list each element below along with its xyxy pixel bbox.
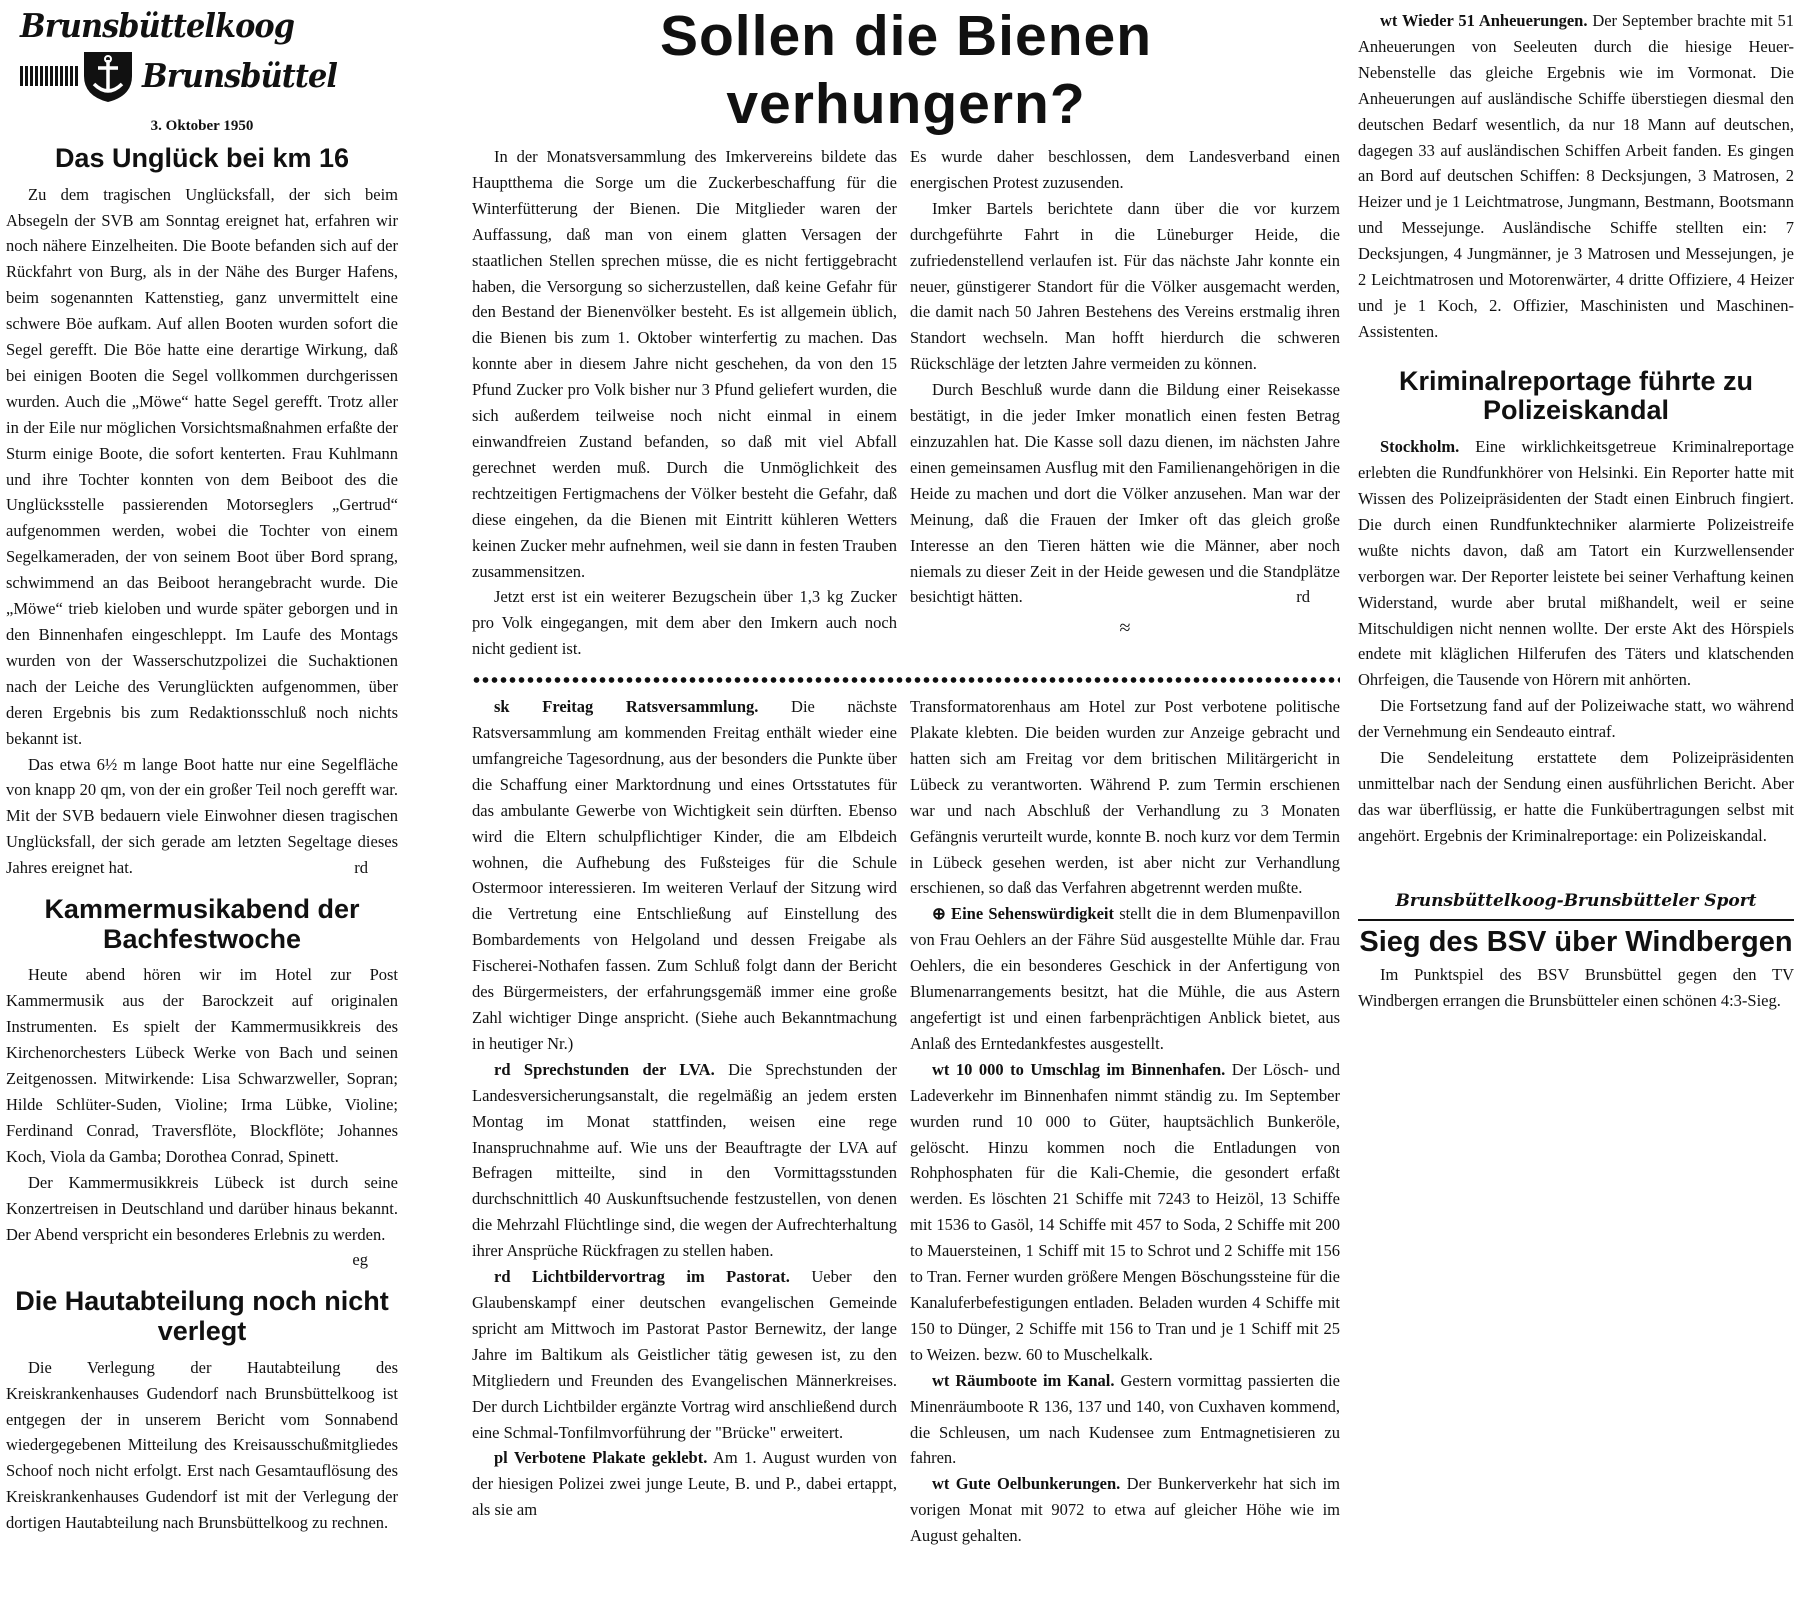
paragraph	[1358, 8, 1794, 345]
article-sport	[1358, 962, 1794, 1014]
diamond-divider	[472, 676, 1340, 684]
author-initials: eg	[352, 1250, 368, 1270]
paragraph	[910, 694, 1340, 901]
article-chamber-music	[6, 962, 398, 1273]
paragraph	[910, 1057, 1340, 1368]
sport-section	[1358, 889, 1794, 1015]
paragraph-text: Das etwa 6½ m lange Boot hatte nur eine Segelfläche von knapp 20 qm, von der ein großer Teil noch gerefft war. Mit der SVB bedauern viele Einwohner diesen tragischen Unglücksfall, der sich gerade am letzten Segeltage dieses Jahres ereignet hat.	[6, 754, 398, 878]
paragraph	[6, 962, 398, 1169]
article-crime-report	[1358, 434, 1794, 849]
masthead	[20, 6, 395, 104]
paragraph-text: Imker Bartels berichtete dann über die vor kurzem durchgeführte Fahrt in die Lüneburger Heide, die zufriedenstellend verlaufen ist. Für das nächste Jahr konnte ein neuer, günstigerer Standort für die Völker ausgemacht werden, die damit nach 50 Jahren Bestehens des Vereins erstmalig ihren Standort wechseln. Man hofft hierdurch die schweren Rückschläge der letzten Jahre vermeiden zu können.	[910, 198, 1340, 374]
sport-kicker: Brunsbüttelkoog-Brunsbütteler Sport	[1358, 889, 1794, 921]
local-news-b	[910, 694, 1340, 1549]
paragraph	[910, 901, 1340, 1056]
paragraph	[472, 144, 897, 584]
paragraph	[1358, 434, 1794, 693]
headline-chamber-music: Kammermusikabend der Bachfestwoche	[44, 894, 360, 954]
paragraph-text: Im Punktspiel des BSV Brunsbüttel gegen den TV Windbergen errangen die Brunsbütteler einen schönen 4:3-Sieg.	[1358, 965, 1794, 1011]
paragraph-text: Die Sprechstunden der Landesversicherungsanstalt, die regelmäßig an jedem ersten Montag im Monat stattfinden, weisen eine rege Inanspruchnahme auf. Wie uns der Beauftragte der LVA auf Befragen mitteilte, sind in den Vormittagsstunden durchschnittlich 40 Auskunftsuchende festzustellen, von denen die Mehrzahl Flüchtlinge sind, die wegen der Aufrechterhaltung ihrer Ansprüche Rückfragen zu stellen haben.	[472, 1059, 897, 1261]
paragraph-text: Ueber den Glaubenskampf einer deutschen evangelischen Gemeinde spricht am Mittwoch im Pastorat Pastor Bernewitz, der lange Jahre im Baltikum als Geistlicher tätig gewesen ist, zu den Mitgliedern und Freunden des Evangelischen Männerkreises. Der durch Lichtbilder ergänzte Vortrag wird anschließend durch eine Schmal-Tonfilmvorführung der "Brücke" erweitert.	[472, 1267, 897, 1442]
headline-dermatology: Die Hautabteilung noch nicht verlegt	[15, 1286, 389, 1346]
paragraph	[6, 752, 398, 882]
masthead-town-2: Brunsbüttel	[142, 56, 337, 95]
paragraph	[910, 1368, 1340, 1472]
paragraph-text: stellt die in dem Blumenpavillon von Frau Oehlers an der Fähre Süd ausgestellte Mühle dar. Frau Oehlers, die ein besonderes Geschick in der Anfertigung von Blumenarrangements besitzt, hat die Mühle, die aus Astern angefertigt ist und einen farbenprächtigen Anblick bietet, aus Anlaß des Erntedankfestes ausgestellt.	[910, 904, 1340, 1053]
paragraph-text: Der September brachte mit 51 Anheuerungen von Seeleuten durch die hiesige Heuer-Nebenstelle das gleiche Ergebnis wie im Vormonat. Die Anheuerungen auf ausländische Schiffe überstiegen diesmal den deutschen Bedarf wesentlich, da nur 18 Mann auf deutschen, dagegen 33 auf ausländischen Schiffen Arbeit fanden. Es gingen an Bord auf deutschen Schiffen: 8 Decksjungen, 3 Matrosen, 2 Heizer und je 1 Leichtmatrose, Jungmann, Bestmann, Bootsmann und Messejunge. Ausländische Schiffe stellten ein: 7 Decksjungen, 4 Jungmänner, je 3 Matrosen und Messejungen, je 2 Leichtmatrosen und Motorenwärter, 4 dritte Offiziere, 4 Heizer und je 1 Koch, 2. Offizier, Maschinisten und Maschinen-Assistenten.	[1358, 11, 1794, 341]
paragraph-text: Gestern vormittag passierten die Minenräumboote R 136, 137 und 140, von Cuxhaven kommend, die Schleusen, um nach Kudensee zum Entmagnetisieren zu fahren.	[910, 1370, 1340, 1468]
paragraph	[6, 1170, 398, 1274]
headline-sport: Sieg des BSV über Windbergen	[1359, 925, 1793, 958]
paragraph-text: Der Bunkerverkehr hat sich im vorigen Monat mit 9072 to etwa auf gleicher Höhe wie im August gehalten.	[910, 1474, 1341, 1546]
paragraph-text: Es wurde daher beschlossen, dem Landesverband einen energischen Protest zuzusenden.	[910, 147, 1340, 192]
article-dermatology	[6, 1355, 398, 1536]
paragraph-lead: Stockholm.	[1380, 437, 1460, 457]
paragraph	[1358, 693, 1794, 745]
paragraph-lead: wt Räumboote im Kanal.	[932, 1370, 1115, 1390]
bees-column-a	[472, 144, 897, 662]
paragraph-text: Jetzt erst ist ein weiterer Bezugschein über 1,3 kg Zucker pro Volk eingegangen, mit dem aber den Imkern auch noch nicht gedient ist.	[472, 587, 897, 659]
paragraph-text: Die Fortsetzung fand auf der Polizeiwache statt, wo während der Vernehmung ein Sendeauto eintraf.	[1358, 696, 1794, 742]
paragraph-text: Durch Beschluß wurde dann die Bildung einer Reisekasse bestätigt, in die jeder Imker monatlich einen festen Betrag einzuzahlen hat. Die Kasse soll dazu dienen, im nächsten Jahre einen gemeinsamen Ausflug mit den Familienangehörigen in die Heide zu machen und dort die Völker anzusehen. Man war der Meinung, daß die Frauen der Imker oft das gleich große Interesse an den Tieren hätten wie die Männer, aber noch niemals zu dieser Zeit in der Heide gewesen und die Standplätze besichtigt hätten.	[910, 380, 1340, 607]
paragraph-lead: pl Verbotene Plakate geklebt.	[494, 1448, 708, 1468]
paragraph	[1358, 745, 1794, 849]
author-initials: rd	[354, 858, 368, 878]
paragraph-lead: wt Wieder 51 Anheuerungen.	[1380, 11, 1588, 30]
paragraph	[910, 1471, 1340, 1549]
paragraph-text: Der Kammermusikkreis Lübeck ist durch seine Konzertreisen in Deutschland und darüber hinaus bekannt. Der Abend verspricht ein besonderes Erlebnis zu werden.	[6, 1172, 398, 1244]
paragraph-text: Am 1. August wurden von der hiesigen Polizei zwei junge Leute, B. und P., dabei ertappt, als sie am	[472, 1448, 897, 1520]
author-initials: rd	[1296, 587, 1310, 607]
paragraph-text: Die Sendeleitung erstattete dem Polizeipräsidenten unmittelbar nach der Sendung einen ausführlichen Bericht. Aber das war überflüssig, er hatte die Funkübertragungen selbst mit angehört. Ergebnis der Kriminalreportage: ein Polizeiskandal.	[1358, 748, 1794, 845]
article-accident	[6, 182, 398, 881]
paragraph	[472, 584, 897, 662]
local-columns	[472, 694, 1340, 1549]
column-1	[6, 6, 398, 1536]
bees-column-b	[910, 144, 1340, 662]
column-4	[1358, 8, 1794, 1014]
paragraph	[472, 1445, 897, 1523]
paragraph-text: In der Monatsversammlung des Imkervereins bildete das Hauptthema die Sorge um die Zuckerbeschaffung für die Winterfütterung der Bienen. Die Mitglieder waren der Auffassung, daß man von einem glatten Versagen der staatlichen Stellen sprechen müsse, die es nicht fertiggebracht haben, die Versorgung so sicherzustellen, daß keine Gefahr für den Bestand der Bienenvölker besteht. Es ist allgemein üblich, die Bienen bis zum 1. Oktober winterfertig zu machen. Das konnte aber in diesem Jahre nicht geschehen, da von den 15 Pfund Zucker pro Volk bisher nur 3 Pfund geliefert wurden, die sich außerdem teilweise noch nicht einmal in einem einwandfreien Zustand befanden, so daß mit viel Abfall gerechnet werden muß. Durch die Unmöglichkeit des rechtzeitigen Fertigmachens der Völker besteht die Gefahr, daß diese eingehen, da die Bienen mit Eintritt kühleren Wetters keinen Zucker mehr aufnehmen, weil sie dann in festen Trauben zusammensitzen.	[472, 147, 897, 581]
paragraph-text: Die nächste Ratsversammlung am kommenden Freitag enthält wieder eine umfangreiche Tagesordnung, aus der besonders die Punkte über die Schaffung einer Marktordnung und eines Ortsstatutes für das ambulante Gewerbe von Wichtigkeit sein dürften. Ebenso wird die Eltern schulpflichtiger Kinder, die am Elbdeich wohnen, die Aufhebung des Fußsteiges für die Schule Ostermoor interessieren. Im weiteren Verlauf der Sitzung wird die Vertretung eine Entschließung auf Einstellung des Bombardements von Helgoland und dessen Freigabe als Fischerei-Nothafen fassen. Zum Schluß folgt dann der Bericht des Bürgermeisters, der erfahrungsgemäß immer eine große Zahl wichtiger Dinge anspricht. (Siehe auch Bekanntmachung in heutiger Nr.)	[472, 697, 897, 1053]
coat-of-arms-icon	[80, 48, 136, 104]
paragraph	[910, 377, 1340, 610]
paragraph-lead: wt 10 000 to Umschlag im Binnenhafen.	[932, 1059, 1226, 1079]
paragraph-text: Der Lösch- und Ladeverkehr im Binnenhafen nimmt ständig zu. Im September wurden rund 10 000 to Güter, hauptsächlich Bunkeröle, gelöscht. Hinzu kommen noch die Entladungen von Rohphosphaten für die Kali-Chemie, die gesondert erfaßt werden. Es löschten 21 Schiffe mit 7243 to Heizöl, 13 Schiffe mit 1536 to Gasöl, 14 Schiffe mit 457 to Soda, 2 Schiffe mit 200 to Mauersteinen, 1 Schiff mit 15 to Schrot und 2 Schiffe mit 156 to Tran. Ferner wurden größere Mengen Böschungssteine für die Kanaluferbefestigungen entladen. Beladen wurden 4 Schiffe mit 150 to Dünger, 2 Schiffe mit 156 to Tran und je 1 Schiff mit 25 to Weizen. bezw. 60 to Muschelkalk.	[910, 1059, 1340, 1364]
bees-columns	[472, 144, 1340, 662]
article-bees-part-1	[472, 144, 897, 662]
paragraph-lead: wt Gute Oelbunkerungen.	[932, 1474, 1121, 1494]
masthead-row	[20, 48, 395, 104]
article-bees-part-2	[910, 144, 1340, 610]
paragraph-text: Transformatorenhaus am Hotel zur Post verbotene politische Plakate klebten. Die beiden wurden zur Anzeige gebracht und hatten sich am Freitag vor dem britischen Militärgericht in Lübeck zu verantworten. Während P. zum Termin erschienen war und nach Abschluß der Verhandlung zu 3 Monaten Gefängnis verurteilt wurde, konnte B. noch kurz vor dem Termin in Lübeck gesehen werden, ist aber nicht zur Verhandlung erschienen, so daß das Verfahren abgetrennt werden mußte.	[910, 697, 1340, 898]
paragraph	[472, 1264, 897, 1445]
paragraph	[1358, 962, 1794, 1014]
paragraph	[910, 144, 1340, 196]
local-news-a	[472, 694, 897, 1523]
paragraph-text: Die Verlegung der Hautabteilung des Kreiskrankenhauses Gudendorf nach Brunsbüttelkoog ist entgegen der in unserem Bericht vom Sonnabend wiedergegebenen Mitteilung des Kreisausschußmitgliedes Schoof noch nicht erfolgt. Erst nach Gesamtauflösung des Kreiskrankenhauses Gudendorf ist mit der Verlegung der dortigen Hautabteilung nach Brunsbüttelkoog zu rechnen.	[6, 1357, 398, 1533]
paragraph-lead: rd Lichtbildervortrag im Pastorat.	[494, 1267, 790, 1287]
paragraph	[910, 196, 1340, 377]
paragraph-text: Zu dem tragischen Unglücksfall, der sich beim Absegeln der SVB am Sonntag ereignet hat, erfahren wir noch nähere Einzelheiten. Die Boote befanden sich auf der Rückfahrt von Burg, als in der Nähe des Burger Hafens, beim sogenannten Kattenstieg, ganz unvermittelt eine schwere Böe aufkam. Auf allen Booten wurden sofort die Segel gerefft. Die Böe hatte eine derartige Wirkung, daß bei einigen Booten die Segel vollkommen durchgerissen wurden. Auch die „Möwe“ hatte Segel gerefft. Trotz aller in der Eile nur möglichen Vorsichtsmaßnahmen erfaßte der Sturm einige Boote, die sofort kenterten. Frau Kuhlmann und ihre Tochter konnten von dem Beiboot des die Unglücksstelle passierenden Motorseglers „Gertrud“ aufgenommen werden, wobei die Tochter von einem Segelkameraden, der von seinem Boot über Bord sprang, schwimmend an das Beiboot herangebracht wurde. Die „Möwe“ trieb kieloben und wurde später geborgen und in den Binnenhafen eingeschleppt. Im Laufe des Montags wurden von der Wasserschutzpolizei die Suchaktionen nach der Leiche des Verunglückten aufgenommen, über deren Ergebnis bis zum Redaktionsschluß noch nichts bekannt ist.	[6, 184, 398, 748]
article-hirings	[1358, 8, 1794, 345]
article-end-mark: ≈	[1119, 617, 1131, 640]
paragraph	[6, 182, 398, 752]
masthead-decor-left	[20, 66, 80, 86]
local-column-b	[910, 694, 1340, 1549]
local-column-a	[472, 694, 897, 1549]
issue-date: 3. Oktober 1950	[150, 118, 254, 134]
paragraph	[472, 694, 897, 1057]
paragraph	[472, 1057, 897, 1264]
headline-accident: Das Unglück bei km 16	[54, 142, 350, 173]
masthead-town-1: Brunsbüttelkoog	[20, 6, 295, 45]
paragraph-lead: sk Freitag Ratsversammlung.	[494, 697, 759, 717]
middle-section	[472, 2, 1340, 1549]
paragraph	[6, 1355, 398, 1536]
paragraph-lead: ⊕ Eine Sehenswürdigkeit	[932, 904, 1114, 924]
headline-bees: Sollen die Bienen verhungern?	[659, 4, 1153, 136]
paragraph-text: Heute abend hören wir im Hotel zur Post Kammermusik aus der Barockzeit auf originalen Instrumenten. Es spielt der Kammermusikkreis des Kirchenorchesters Lübeck Werke von Bach und seinen Zeitgenossen. Mitwirkende: Lisa Schwarzweller, Sopran; Hilde Schlüter-Suden, Violine; Irma Lübke, Violine; Ferdinand Conrad, Traversflöte, Blockflöte; Johannes Koch, Viola da Gamba; Dorothea Conrad, Spinett.	[6, 965, 398, 1166]
headline-crime-report: Kriminalreportage führte zu Polizeiskandal	[1398, 365, 1754, 426]
paragraph-text: Eine wirklichkeitsgetreue Kriminalreportage erlebten die Rundfunkhörer von Helsinki. Ein Reporter hatte mit Wissen des Polizeipräsidenten der Stadt einen Einbruch fingiert. Die durch einen Rundfunktechniker alarmierte Polizeistreife wußte nichts davon, daß am Tatort ein Kurzwellensender verborgen war. Der Reporter leistete bei seiner Verhaftung keinen Widerstand, wurde aber brutal mißhandelt, weil er seine Mitschuldigen nicht nennen wollte. Der erste Akt des Hörspiels endete mit kläglichen Hilferufen des Täters und klatschenden Ohrfeigen, die Tausende von Hörern mit anhörten.	[1358, 437, 1794, 690]
paragraph-lead: rd Sprechstunden der LVA.	[494, 1059, 715, 1079]
